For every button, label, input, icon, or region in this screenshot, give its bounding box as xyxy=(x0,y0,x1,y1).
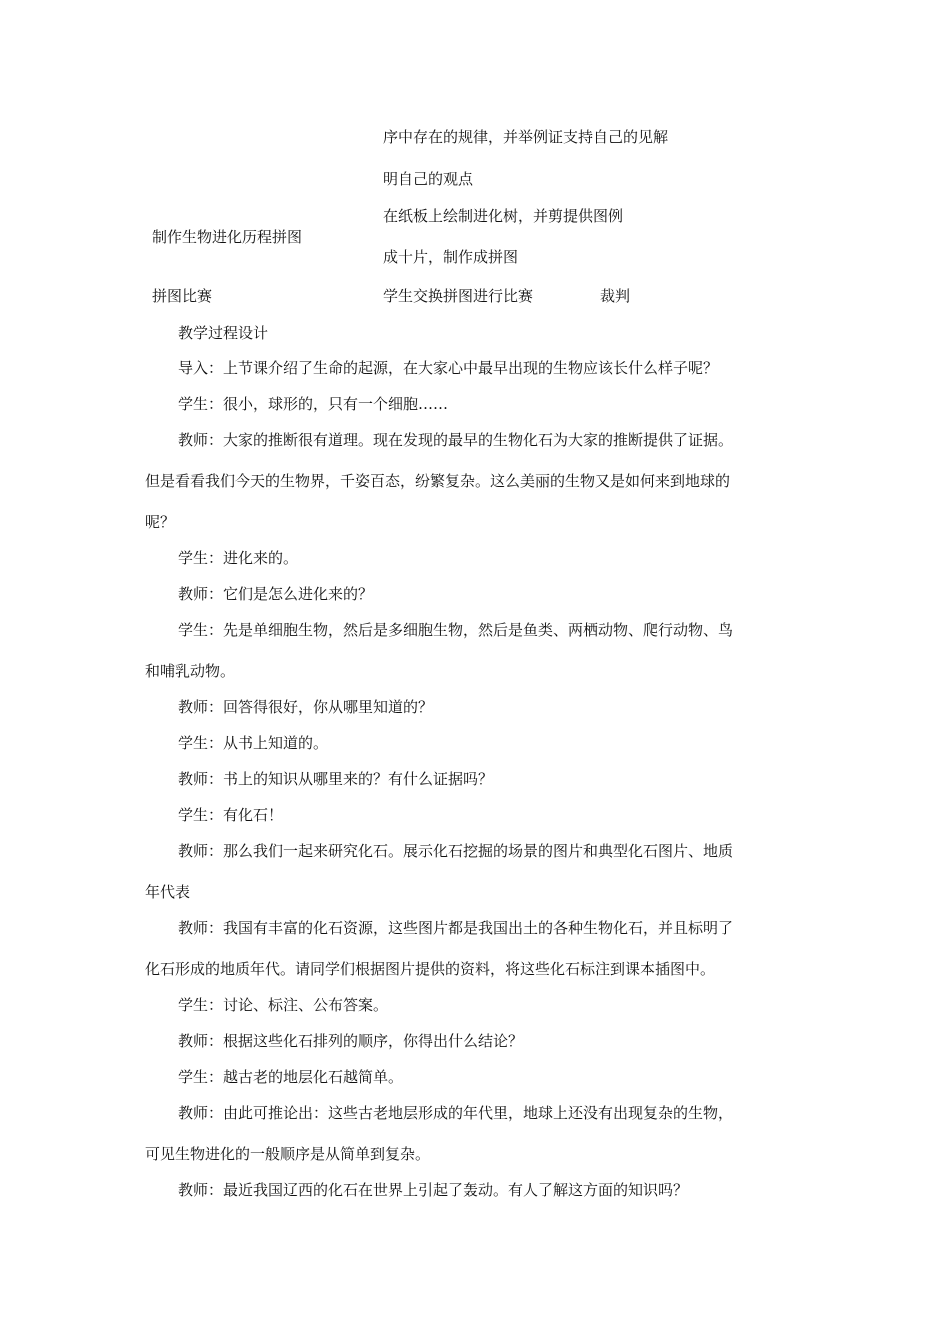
table-cell-text: 制作生物进化历程拼图 xyxy=(152,228,303,246)
paragraph-line: 学生：从书上知道的。 xyxy=(178,734,329,752)
table-cell-text: 明自己的观点 xyxy=(383,170,474,188)
table-cell-text: 成十片，制作成拼图 xyxy=(383,248,519,266)
paragraph-line: 年代表 xyxy=(145,883,191,901)
table-cell-text: 学生交换拼图进行比赛 xyxy=(383,287,534,305)
paragraph-line: 教师：最近我国辽西的化石在世界上引起了轰动。有人了解这方面的知识吗？ xyxy=(178,1181,689,1199)
table-cell-text: 裁判 xyxy=(600,287,631,305)
paragraph-line: 呢？ xyxy=(145,513,176,531)
paragraph-line: 教师：大家的推断很有道理。现在发现的最早的生物化石为大家的推断提供了证据。 xyxy=(178,431,734,449)
paragraph-line: 教师：它们是怎么进化来的？ xyxy=(178,585,374,603)
paragraph-line: 和哺乳动物。 xyxy=(145,662,236,680)
paragraph-line: 化石形成的地质年代。请同学们根据图片提供的资料，将这些化石标注到课本插图中。 xyxy=(145,960,716,978)
table-cell-text: 序中存在的规律，并举例证支持自己的见解 xyxy=(383,128,669,146)
paragraph-line: 学生：很小，球形的，只有一个细胞…… xyxy=(178,395,449,413)
paragraph-line: 但是看看我们今天的生物界，千姿百态，纷繁复杂。这么美丽的生物又是如何来到地球的 xyxy=(145,472,731,490)
section-title: 教学过程设计 xyxy=(178,324,269,342)
paragraph-line: 学生：先是单细胞生物，然后是多细胞生物，然后是鱼类、两栖动物、爬行动物、鸟 xyxy=(178,621,734,639)
paragraph-line: 教师：我国有丰富的化石资源，这些图片都是我国出土的各种生物化石，并且标明了 xyxy=(178,919,734,937)
paragraph-line: 教师：根据这些化石排列的顺序，你得出什么结论？ xyxy=(178,1032,524,1050)
paragraph-line: 学生：越古老的地层化石越简单。 xyxy=(178,1068,404,1086)
table-cell-text: 在纸板上绘制进化树，并剪提供图例 xyxy=(383,207,624,225)
paragraph-line: 教师：由此可推论出：这些古老地层形成的年代里，地球上还没有出现复杂的生物， xyxy=(178,1104,734,1122)
paragraph-line: 教师：那么我们一起来研究化石。展示化石挖掘的场景的图片和典型化石图片、地质 xyxy=(178,842,734,860)
table-cell-text: 拼图比赛 xyxy=(152,287,213,305)
paragraph-line: 教师：回答得很好，你从哪里知道的？ xyxy=(178,698,434,716)
paragraph-line: 学生：讨论、标注、公布答案。 xyxy=(178,996,389,1014)
paragraph-line: 可见生物进化的一般顺序是从简单到复杂。 xyxy=(145,1145,431,1163)
paragraph-line: 导入：上节课介绍了生命的起源，在大家心中最早出现的生物应该长什么样子呢？ xyxy=(178,359,719,377)
paragraph-line: 学生：有化石！ xyxy=(178,806,284,824)
paragraph-line: 学生：进化来的。 xyxy=(178,549,299,567)
paragraph-line: 教师：书上的知识从哪里来的？有什么证据吗？ xyxy=(178,770,494,788)
